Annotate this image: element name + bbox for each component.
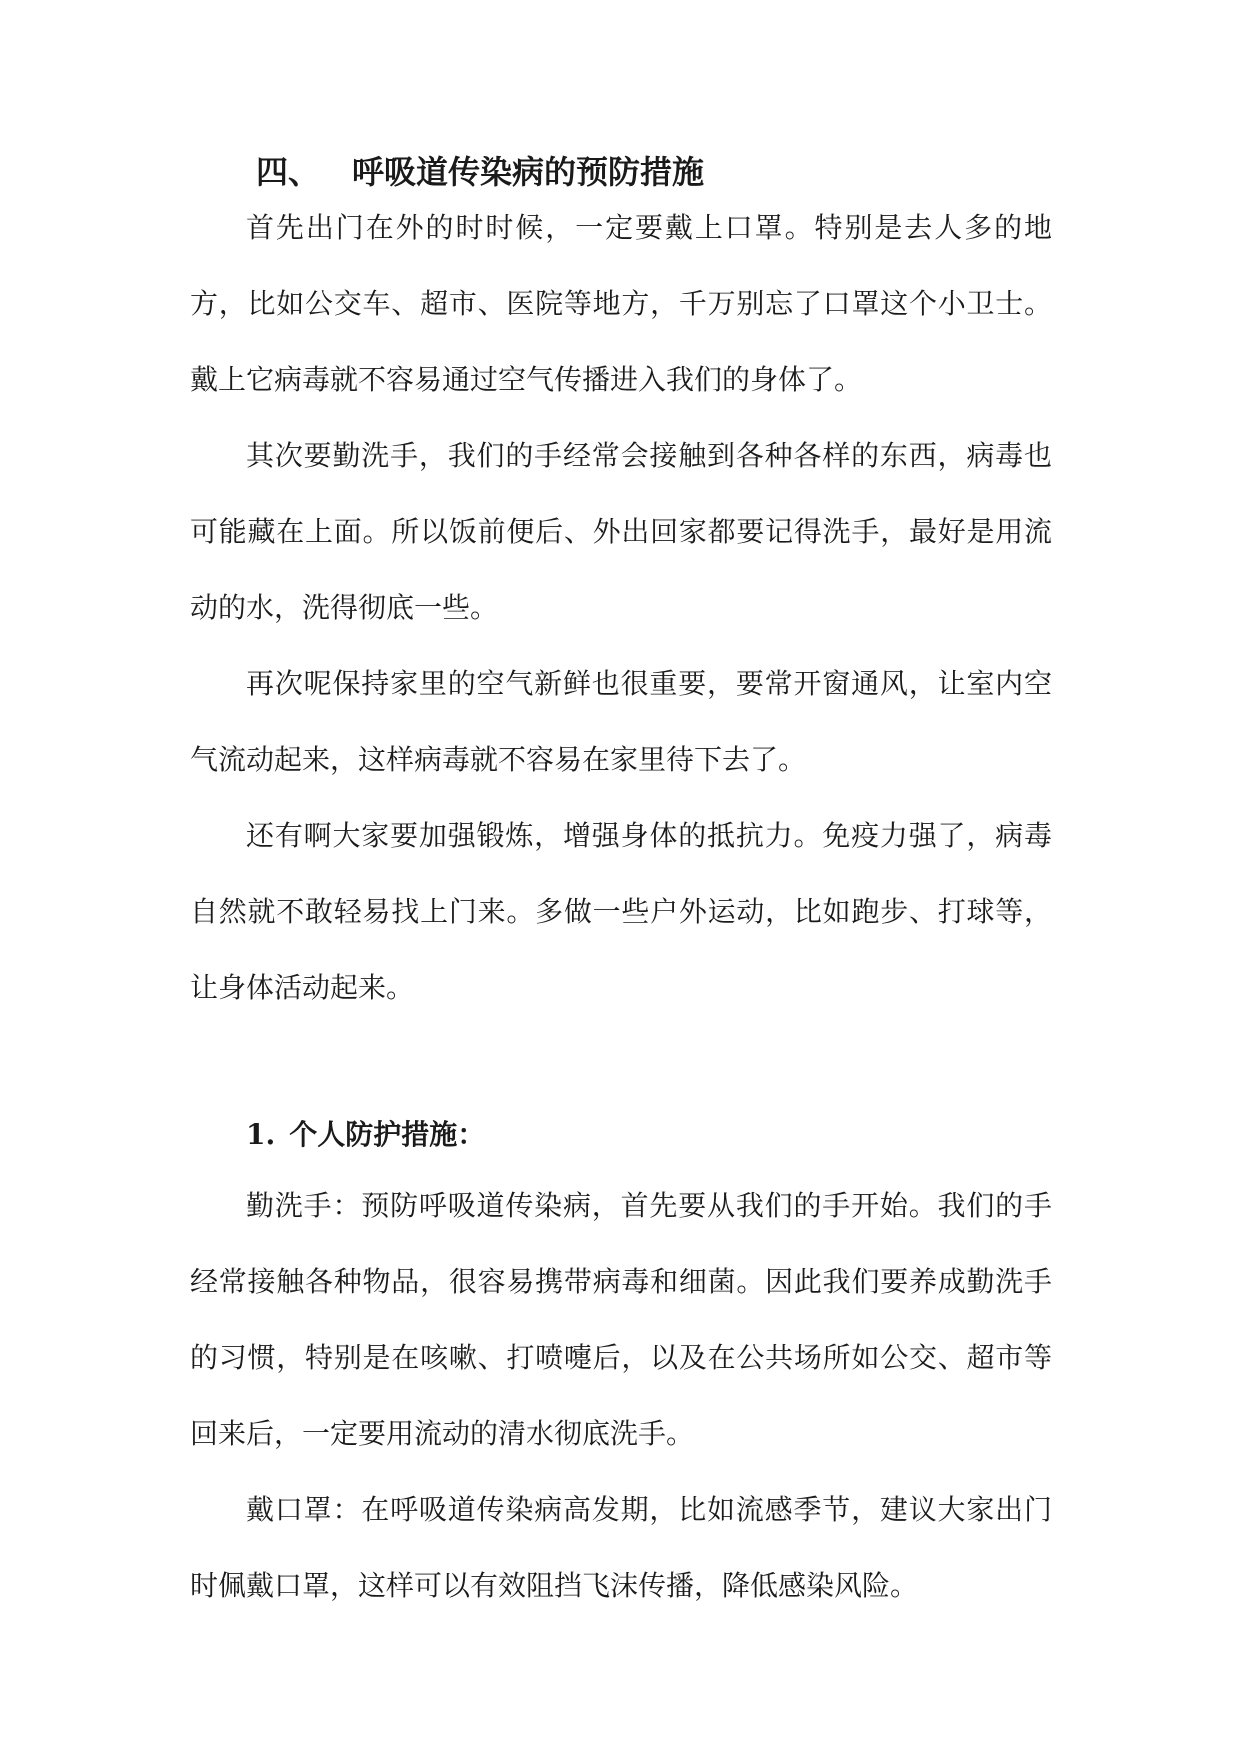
paragraph-mask-advice: 首先出门在外的时时候，一定要戴上口罩。特别是去人多的地方，比如公交车、超市、医院等地方，千万别忘了口罩这个小卫士。戴上它病毒就不容易通过空气传播进入我们的身体了。 xyxy=(190,211,1052,396)
paragraph-wear-mask-detail: 戴口罩：在呼吸道传染病高发期，比如流感季节，建议大家出门时佩戴口罩，这样可以有效阻挡飞沫传播，降低感染风险。 xyxy=(190,1493,1052,1602)
section-number: 四、 xyxy=(256,153,321,191)
subsection-number: 1. xyxy=(246,1118,276,1151)
paragraph-hand-washing: 其次要勤洗手，我们的手经常会接触到各种各样的东西，病毒也可能藏在上面。所以饭前便后、外出回家都要记得洗手，最好是用流动的水，洗得彻底一些。 xyxy=(190,439,1052,624)
paragraph-ventilation: 再次呢保持家里的空气新鲜也很重要，要常开窗通风，让室内空气流动起来，这样病毒就不容易在家里待下去了。 xyxy=(190,667,1052,776)
subsection-heading xyxy=(246,1103,485,1167)
paragraph-wash-hands-detail: 勤洗手：预防呼吸道传染病，首先要从我们的手开始。我们的手经常接触各种物品，很容易携带病毒和细菌。因此我们要养成勤洗手的习惯，特别是在咳嗽、打喷嚏后，以及在公共场所如公交、超市等回来后，一定要用流动的清水彻底洗手。 xyxy=(190,1189,1052,1450)
paragraph-exercise: 还有啊大家要加强锻炼，增强身体的抵抗力。免疫力强了，病毒自然就不敢轻易找上门来。多做一些户外运动，比如跑步、打球等，让身体活动起来。 xyxy=(190,819,1052,1004)
section-title: 呼吸道传染病的预防措施 xyxy=(352,153,705,191)
subsection-title: 个人防护措施： xyxy=(289,1118,486,1151)
